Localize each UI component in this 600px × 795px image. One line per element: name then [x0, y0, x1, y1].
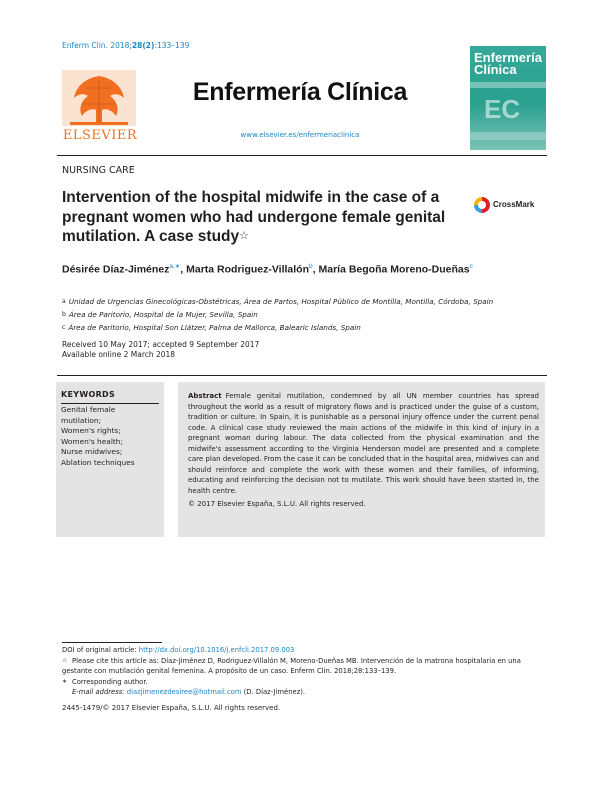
abstract-copyright: © 2017 Elsevier España, S.L.U. All rights reserved.	[188, 500, 366, 508]
crossmark-icon	[474, 197, 490, 213]
received-date: Received 10 May 2017; accepted 9 September 2017	[62, 340, 260, 349]
email-footnote: E-mail address: diazjimenezdesiree@hotmail.com (D. Díaz-Jiménez).	[72, 688, 306, 696]
article-dates	[62, 340, 259, 360]
keyword-item: Nurse midwives;	[61, 447, 123, 456]
cover-initials: EC	[484, 94, 521, 124]
cover-title: Enfermería Clínica	[474, 50, 542, 77]
available-date: Available online 2 March 2018	[62, 350, 176, 359]
email-link[interactable]: diazjimenezdesiree@hotmail.com	[126, 688, 242, 696]
journal-citation: Enferm Clin. 2018;28(2):133–139	[62, 41, 190, 50]
journal-cover	[470, 46, 546, 150]
cite-footnote: ☆ Please cite this article as: Díaz-Jiménez D, Rodriguez-Villalón M, Moreno-Dueñas MB. Intervención de la matrona hospitalaria en una gestante con mutilación genital femenina. A propósito de un caso. Enferm Clin. 2018;28:133–139.	[62, 656, 521, 675]
section-label: NURSING CARE	[62, 165, 135, 176]
affiliation-item: $^c$ Área de Paritorio, Hospital Son Llátzer, Palma de Mallorca, Balearic Islands, Spain	[62, 323, 361, 332]
abstract-label: Abstract	[188, 392, 222, 400]
article-title: Intervention of the hospital midwife in the case of a pregnant women who had undergone female genital mutilation. A case study☆	[62, 189, 446, 245]
keyword-item: Women's rights;	[61, 426, 121, 435]
keyword-item: Ablation techniques	[61, 457, 135, 467]
doi-link[interactable]: http://dx.doi.org/10.1016/j.enfcli.2017.09.003	[138, 646, 295, 654]
doi-footnote: DOI of original article: http://dx.doi.org/10.1016/j.enfcli.2017.09.003	[62, 646, 295, 654]
journal-title: Enfermería Clínica	[192, 78, 408, 106]
keywords-box	[56, 382, 164, 537]
author-affil-link[interactable]: a,∗	[169, 263, 181, 270]
author-name: Marta Rodriguez-Villalón	[186, 263, 310, 276]
keyword-item: mutilation;	[61, 415, 102, 425]
abstract-box	[178, 382, 545, 537]
title-footnote-mark[interactable]: ☆	[239, 230, 250, 242]
footnotes	[62, 645, 552, 698]
corresponding-footnote: ∗ Corresponding author.	[62, 677, 148, 686]
keywords-divider	[61, 403, 159, 404]
cover-strip	[470, 132, 546, 140]
journal-url-link[interactable]: www.elsevier.es/enfermeriaclinica	[240, 131, 360, 139]
affiliation-item: $^a$ Unidad de Urgencias Ginecológicas-Obstétricas, Área de Partos, Hospital Público de Montilla, Montilla, Córdoba, Spain	[62, 297, 494, 306]
dates-divider	[57, 375, 547, 376]
keyword-item: Genital female	[61, 405, 116, 414]
author-name: Désirée Díaz-Jiménez	[62, 263, 170, 276]
author-affil-link[interactable]: b	[309, 263, 313, 270]
header-divider	[57, 155, 547, 156]
author-name: María Begoña Moreno-Dueñas	[318, 263, 470, 276]
affiliation-item: $^b$ Área de Paritorio, Hospital de la Mujer, Sevilla, Spain	[62, 310, 258, 319]
author-affil-link[interactable]: c	[469, 263, 473, 270]
publisher-name: ELSEVIER	[62, 128, 138, 143]
cover-strip	[470, 82, 546, 88]
abstract-text: Abstract Female genital mutilation, condemned by all UN member countries has spread throughout the world as a result of migratory flows and is practiced under the guise of a custom, tradition or culture. In Spain, it is punishable as a personal injury offence under the current penal code. A clinical case study reviewed the main actions of the midwife in this kind of injury in a pregnant woman during labour. The data collected from the physical examination and the midwife's assessment according to the Virginia Henderson model are presented and a complete care plan developed. From the case it can be concluded that in the hospital area, midwives can and should reinforce and complete the work with these women and their families, of informing, educating and reinforcing the decision not to mutilate. This work should have been started in, the health centre.	[188, 392, 539, 495]
crossmark-label: CrossMark	[493, 200, 535, 209]
keywords-heading: KEYWORDS	[61, 390, 116, 399]
author-list: Désirée Díaz-Jiménez$^{a,∗}$, Marta Rodriguez-Villalón$^b$, María Begoña Moreno-Dueñas$^c$	[62, 263, 473, 276]
crossmark-badge[interactable]	[474, 196, 554, 216]
keywords-list	[61, 405, 161, 468]
keyword-item: Women's health;	[61, 436, 123, 446]
footnote-divider	[62, 642, 162, 643]
issn-line: 2445-1479/© 2017 Elsevier España, S.L.U. All rights reserved.	[62, 704, 281, 712]
affiliations	[62, 295, 552, 334]
